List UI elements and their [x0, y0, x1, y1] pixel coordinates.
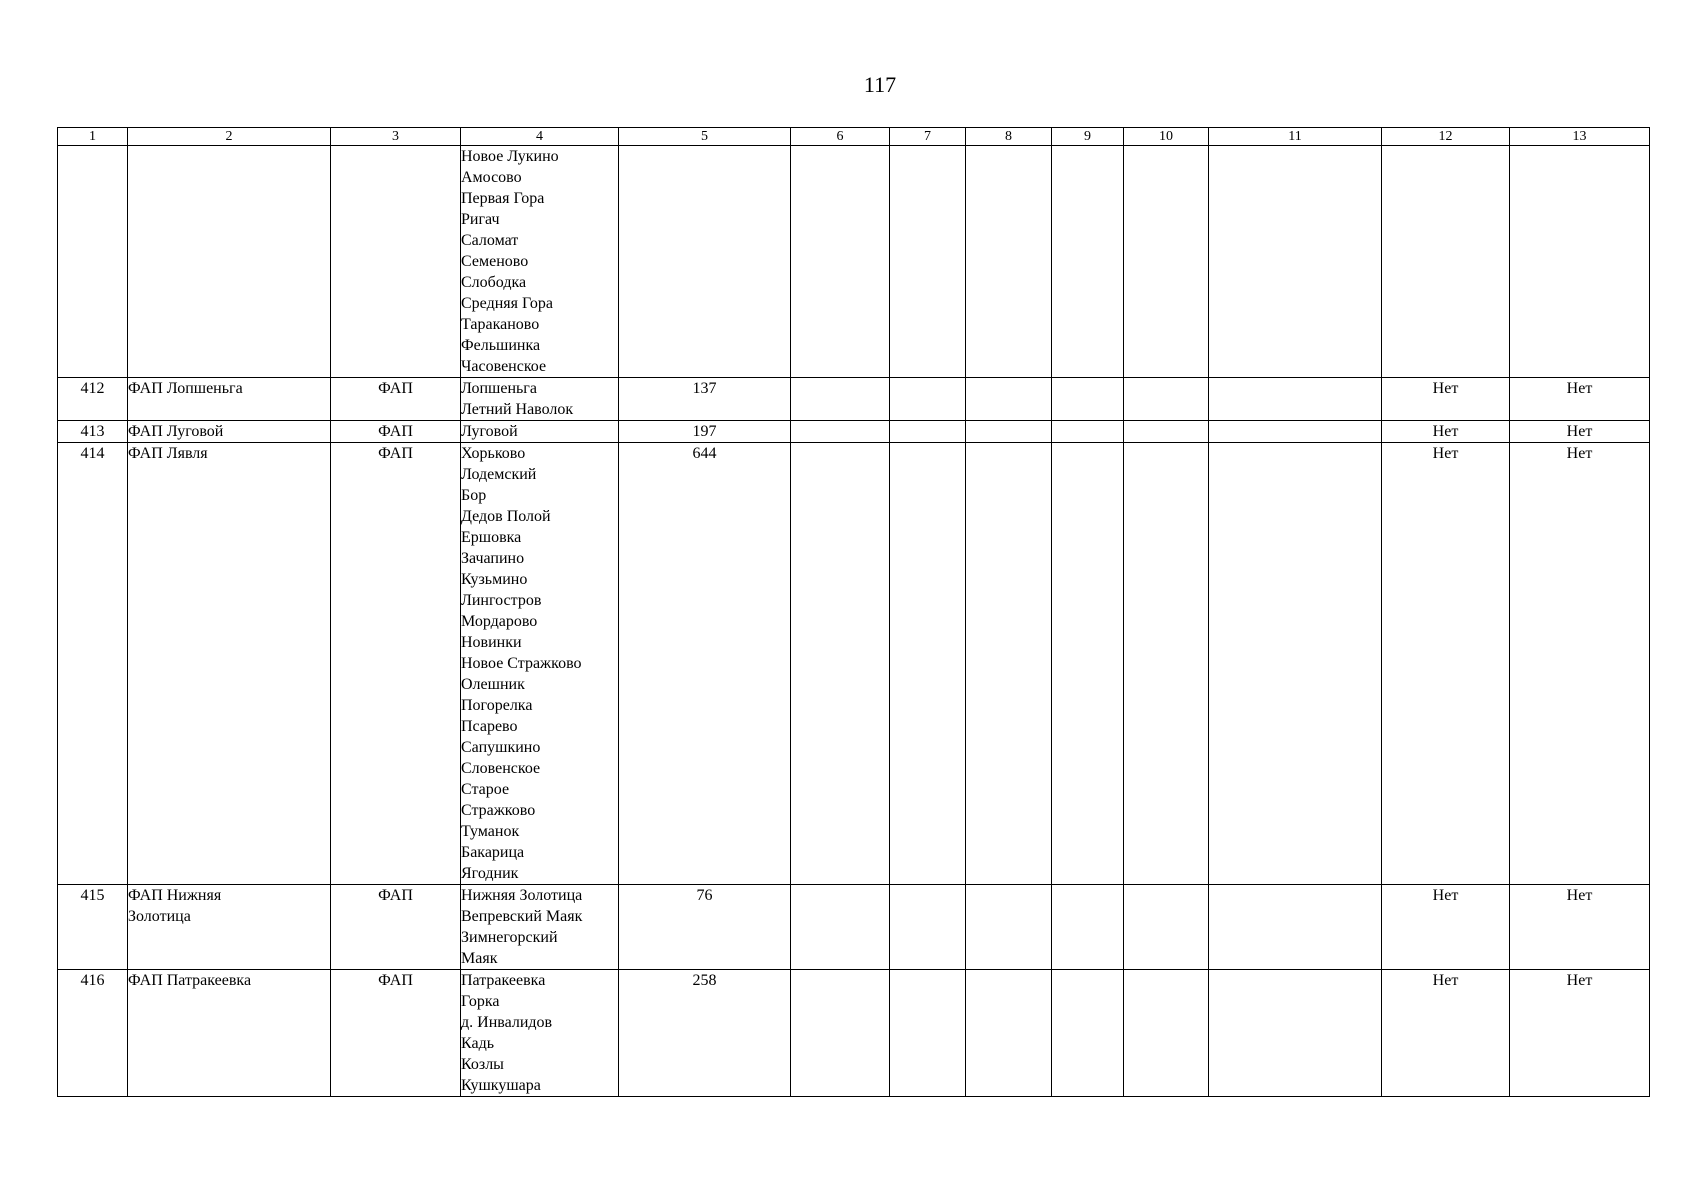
population-cell: 137	[619, 378, 791, 421]
population-cell: 76	[619, 885, 791, 970]
column-header-2: 2	[128, 128, 331, 146]
column-8-cell	[966, 970, 1052, 1097]
column-9-cell	[1052, 146, 1124, 378]
column-header-6: 6	[791, 128, 890, 146]
column-header-7: 7	[890, 128, 966, 146]
column-12-cell	[1382, 146, 1510, 378]
facility-name-cell: ФАП Патракеевка	[128, 970, 331, 1097]
settlement-name: Лингостров	[461, 592, 542, 609]
column-7-cell	[890, 443, 966, 885]
facility-name-cell	[128, 146, 331, 378]
settlement-name: Ригач	[461, 211, 500, 228]
settlement-name: Новинки	[461, 634, 522, 651]
settlement-name: Слободка	[461, 274, 527, 291]
settlement-name: Летний Наволок	[461, 401, 574, 418]
settlement-name: Часовенское	[461, 358, 547, 375]
settlement-name: Зимнегорский	[461, 929, 558, 946]
column-12-cell: Нет	[1382, 443, 1510, 885]
column-11-cell	[1209, 146, 1382, 378]
table-row	[58, 421, 1650, 443]
column-7-cell	[890, 378, 966, 421]
row-number-cell: 414	[58, 443, 128, 885]
population-cell: 197	[619, 421, 791, 443]
facility-name-cell	[128, 885, 331, 970]
settlement-name: Новое Лукино	[461, 148, 559, 165]
column-9-cell	[1052, 885, 1124, 970]
settlement-name: Амосово	[461, 169, 522, 186]
column-header-4: 4	[461, 128, 619, 146]
settlement-name: д. Инвалидов	[461, 1014, 553, 1031]
facility-name-cell: ФАП Лопшеньга	[128, 378, 331, 421]
settlement-name: Луговой	[461, 423, 518, 440]
settlement-name: Псарево	[461, 718, 518, 735]
settlement-name: Новое Стражково	[461, 655, 582, 672]
settlement-name: Сапушкино	[461, 739, 541, 756]
header-row	[58, 128, 1650, 146]
table-row	[58, 146, 1650, 378]
settlement-name: Старое	[461, 781, 510, 798]
settlements-cell	[461, 378, 619, 421]
column-12-cell: Нет	[1382, 378, 1510, 421]
settlement-name: Лодемский	[461, 466, 537, 483]
settlement-name: Погорелка	[461, 697, 533, 714]
settlement-name: Ершовка	[461, 529, 522, 546]
column-8-cell	[966, 378, 1052, 421]
column-6-cell	[791, 378, 890, 421]
settlement-name: Вепревский Маяк	[461, 908, 583, 925]
facility-name-line: ФАП Нижняя	[128, 887, 222, 904]
column-12-cell: Нет	[1382, 970, 1510, 1097]
settlement-name: Стражково	[461, 802, 536, 819]
table-row	[58, 378, 1650, 421]
column-6-cell	[791, 443, 890, 885]
column-header-11: 11	[1209, 128, 1382, 146]
column-13-cell: Нет	[1510, 421, 1650, 443]
column-9-cell	[1052, 443, 1124, 885]
settlement-name: Нижняя Золотица	[461, 887, 583, 904]
column-7-cell	[890, 146, 966, 378]
settlement-name: Козлы	[461, 1056, 504, 1073]
settlement-name: Туманок	[461, 823, 520, 840]
settlement-name: Мордарово	[461, 613, 538, 630]
row-number-cell: 416	[58, 970, 128, 1097]
facility-name-cell: ФАП Луговой	[128, 421, 331, 443]
row-number-cell	[58, 146, 128, 378]
population-cell	[619, 146, 791, 378]
table-row	[58, 443, 1650, 885]
settlement-name: Кадь	[461, 1035, 494, 1052]
population-cell: 258	[619, 970, 791, 1097]
settlement-name: Тараканово	[461, 316, 540, 333]
column-11-cell	[1209, 378, 1382, 421]
settlement-name: Зачапино	[461, 550, 525, 567]
settlement-name: Дедов Полой	[461, 508, 551, 525]
column-7-cell	[890, 421, 966, 443]
settlement-name: Словенское	[461, 760, 541, 777]
column-6-cell	[791, 421, 890, 443]
facility-type-cell: ФАП	[331, 443, 461, 885]
settlements-cell	[461, 970, 619, 1097]
facility-name-cell: ФАП Лявля	[128, 443, 331, 885]
column-6-cell	[791, 146, 890, 378]
column-13-cell: Нет	[1510, 378, 1650, 421]
column-6-cell	[791, 885, 890, 970]
table-row	[58, 970, 1650, 1097]
column-10-cell	[1124, 146, 1209, 378]
column-7-cell	[890, 970, 966, 1097]
column-10-cell	[1124, 443, 1209, 885]
facilities-table	[57, 127, 1650, 1097]
column-11-cell	[1209, 970, 1382, 1097]
column-header-8: 8	[966, 128, 1052, 146]
column-11-cell	[1209, 443, 1382, 885]
settlement-name: Саломат	[461, 232, 519, 249]
facility-name-line: Золотица	[128, 908, 191, 925]
column-header-9: 9	[1052, 128, 1124, 146]
column-11-cell	[1209, 885, 1382, 970]
column-10-cell	[1124, 378, 1209, 421]
column-12-cell: Нет	[1382, 421, 1510, 443]
settlement-name: Лопшеньга	[461, 380, 537, 397]
column-13-cell: Нет	[1510, 443, 1650, 885]
column-header-5: 5	[619, 128, 791, 146]
column-header-10: 10	[1124, 128, 1209, 146]
row-number-cell: 415	[58, 885, 128, 970]
page-number: 117	[863, 72, 897, 97]
settlements-cell	[461, 146, 619, 378]
column-9-cell	[1052, 378, 1124, 421]
facility-type-cell	[331, 146, 461, 378]
column-10-cell	[1124, 421, 1209, 443]
column-13-cell	[1510, 146, 1650, 378]
settlements-cell	[461, 885, 619, 970]
settlement-name: Кушкушара	[461, 1077, 541, 1094]
settlement-name: Средняя Гора	[461, 295, 553, 312]
facility-type-cell: ФАП	[331, 378, 461, 421]
table-header	[58, 128, 1650, 146]
column-header-1: 1	[58, 128, 128, 146]
settlements-cell	[461, 443, 619, 885]
facility-type-cell: ФАП	[331, 970, 461, 1097]
column-13-cell: Нет	[1510, 970, 1650, 1097]
column-9-cell	[1052, 421, 1124, 443]
settlement-name: Маяк	[461, 950, 498, 967]
population-cell: 644	[619, 443, 791, 885]
settlement-name: Патракеевка	[461, 972, 546, 989]
column-header-13: 13	[1510, 128, 1650, 146]
settlements-cell	[461, 421, 619, 443]
column-7-cell	[890, 885, 966, 970]
settlement-name: Фельшинка	[461, 337, 541, 354]
column-header-12: 12	[1382, 128, 1510, 146]
settlement-name: Первая Гора	[461, 190, 545, 207]
settlement-name: Олешник	[461, 676, 525, 693]
column-10-cell	[1124, 970, 1209, 1097]
column-10-cell	[1124, 885, 1209, 970]
row-number-cell: 413	[58, 421, 128, 443]
column-8-cell	[966, 421, 1052, 443]
column-9-cell	[1052, 970, 1124, 1097]
settlement-name: Семеново	[461, 253, 529, 270]
column-8-cell	[966, 443, 1052, 885]
settlement-name: Бор	[461, 487, 487, 504]
settlement-name: Горка	[461, 993, 500, 1010]
settlement-name: Хорьково	[461, 445, 526, 462]
column-8-cell	[966, 146, 1052, 378]
column-13-cell: Нет	[1510, 885, 1650, 970]
settlement-name: Бакарица	[461, 844, 525, 861]
facility-type-cell: ФАП	[331, 885, 461, 970]
column-11-cell	[1209, 421, 1382, 443]
row-number-cell: 412	[58, 378, 128, 421]
settlement-name: Кузьмино	[461, 571, 528, 588]
column-header-3: 3	[331, 128, 461, 146]
column-8-cell	[966, 885, 1052, 970]
facility-type-cell: ФАП	[331, 421, 461, 443]
settlement-name: Ягодник	[461, 865, 519, 882]
column-6-cell	[791, 970, 890, 1097]
table-body	[58, 146, 1650, 1097]
table-row	[58, 885, 1650, 970]
column-12-cell: Нет	[1382, 885, 1510, 970]
